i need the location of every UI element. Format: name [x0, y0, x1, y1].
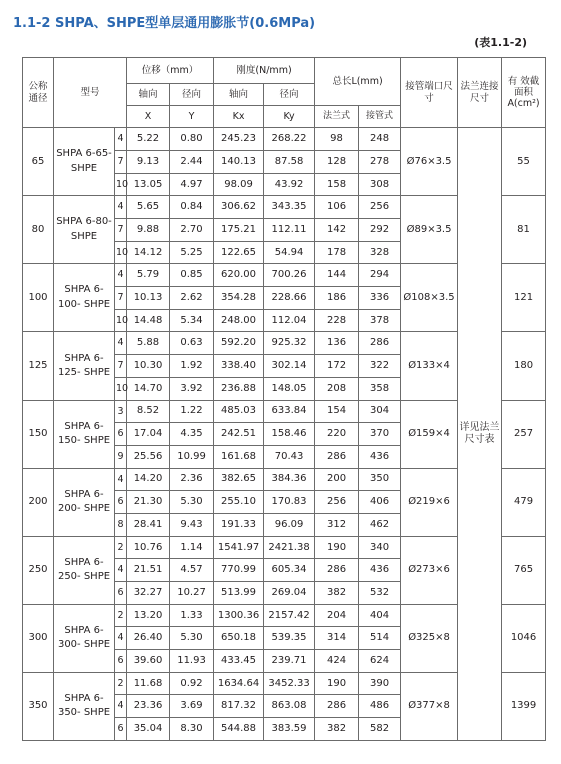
length-flange-cell: 154	[315, 400, 359, 423]
stiffness-ky-cell: 170.83	[264, 491, 315, 514]
length-flange-cell: 128	[315, 150, 359, 173]
length-pipe-cell: 278	[359, 150, 401, 173]
stiffness-ky-cell: 700.26	[264, 264, 315, 287]
spring-count-cell: 6	[115, 423, 127, 446]
eff-area-cell: 479	[502, 468, 546, 536]
displacement-y-cell: 5.30	[170, 627, 214, 650]
length-pipe-cell: 436	[359, 445, 401, 468]
length-pipe-cell: 336	[359, 287, 401, 310]
displacement-x-cell: 21.51	[127, 559, 170, 582]
pipe-end-cell: Ø108×3.5	[401, 264, 458, 332]
model-cell: SHPA 6-100- SHPE	[54, 264, 115, 332]
displacement-y-cell: 4.97	[170, 173, 214, 196]
pipe-end-cell: Ø133×4	[401, 332, 458, 400]
header-axial: 轴向	[127, 84, 170, 106]
displacement-x-cell: 35.04	[127, 718, 170, 741]
length-flange-cell: 382	[315, 582, 359, 605]
displacement-x-cell: 23.36	[127, 695, 170, 718]
displacement-x-cell: 9.13	[127, 150, 170, 173]
stiffness-kx-cell: 245.23	[214, 128, 264, 151]
spring-count-cell: 4	[115, 627, 127, 650]
stiffness-ky-cell: 43.92	[264, 173, 315, 196]
stiffness-ky-cell: 112.11	[264, 219, 315, 242]
header-stiff-radial: 径向	[264, 84, 315, 106]
displacement-y-cell: 2.62	[170, 287, 214, 310]
pipe-end-cell: Ø219×6	[401, 468, 458, 536]
spring-count-cell: 7	[115, 287, 127, 310]
displacement-y-cell: 11.93	[170, 650, 214, 673]
pipe-end-cell: Ø89×3.5	[401, 196, 458, 264]
displacement-x-cell: 17.04	[127, 423, 170, 446]
length-pipe-cell: 624	[359, 650, 401, 673]
stiffness-kx-cell: 650.18	[214, 627, 264, 650]
header-flange-type: 法兰式	[315, 106, 359, 128]
length-flange-cell: 286	[315, 445, 359, 468]
stiffness-kx-cell: 1541.97	[214, 536, 264, 559]
nominal-dia-cell: 150	[23, 400, 54, 468]
stiffness-ky-cell: 228.66	[264, 287, 315, 310]
displacement-y-cell: 1.22	[170, 400, 214, 423]
displacement-x-cell: 14.70	[127, 377, 170, 400]
model-cell: SHPA 6-150- SHPE	[54, 400, 115, 468]
eff-area-cell: 1046	[502, 604, 546, 672]
length-flange-cell: 208	[315, 377, 359, 400]
pipe-end-cell: Ø325×8	[401, 604, 458, 672]
header-pipe-end: 接管端口尺寸	[401, 58, 458, 128]
displacement-y-cell: 3.69	[170, 695, 214, 718]
spring-count-cell: 6	[115, 650, 127, 673]
stiffness-ky-cell: 384.36	[264, 468, 315, 491]
model-cell: SHPA 6-200- SHPE	[54, 468, 115, 536]
model-cell: SHPA 6-65- SHPE	[54, 128, 115, 196]
spring-count-cell: 6	[115, 582, 127, 605]
length-pipe-cell: 248	[359, 128, 401, 151]
length-pipe-cell: 308	[359, 173, 401, 196]
length-flange-cell: 142	[315, 219, 359, 242]
length-flange-cell: 136	[315, 332, 359, 355]
stiffness-kx-cell: 382.65	[214, 468, 264, 491]
displacement-x-cell: 28.41	[127, 513, 170, 536]
displacement-y-cell: 0.84	[170, 196, 214, 219]
stiffness-ky-cell: 2421.38	[264, 536, 315, 559]
length-pipe-cell: 304	[359, 400, 401, 423]
length-pipe-cell: 462	[359, 513, 401, 536]
length-flange-cell: 144	[315, 264, 359, 287]
stiffness-ky-cell: 87.58	[264, 150, 315, 173]
length-flange-cell: 312	[315, 513, 359, 536]
displacement-y-cell: 3.92	[170, 377, 214, 400]
stiffness-ky-cell: 605.34	[264, 559, 315, 582]
nominal-dia-cell: 350	[23, 672, 54, 740]
displacement-x-cell: 39.60	[127, 650, 170, 673]
eff-area-cell: 55	[502, 128, 546, 196]
spring-count-cell: 2	[115, 536, 127, 559]
length-pipe-cell: 406	[359, 491, 401, 514]
nominal-dia-cell: 300	[23, 604, 54, 672]
stiffness-kx-cell: 306.62	[214, 196, 264, 219]
header-total-length: 总长L(mm)	[315, 58, 401, 106]
length-flange-cell: 200	[315, 468, 359, 491]
stiffness-kx-cell: 338.40	[214, 355, 264, 378]
length-flange-cell: 178	[315, 241, 359, 264]
pipe-end-cell: Ø76×3.5	[401, 128, 458, 196]
stiffness-ky-cell: 268.22	[264, 128, 315, 151]
stiffness-ky-cell: 383.59	[264, 718, 315, 741]
displacement-y-cell: 2.44	[170, 150, 214, 173]
pipe-end-cell: Ø273×6	[401, 536, 458, 604]
stiffness-kx-cell: 544.88	[214, 718, 264, 741]
eff-area-cell: 81	[502, 196, 546, 264]
length-pipe-cell: 294	[359, 264, 401, 287]
stiffness-ky-cell: 925.32	[264, 332, 315, 355]
length-flange-cell: 228	[315, 309, 359, 332]
spring-count-cell: 4	[115, 128, 127, 151]
displacement-y-cell: 5.30	[170, 491, 214, 514]
header-nominal-dia: 公称通径	[23, 58, 54, 128]
displacement-x-cell: 10.30	[127, 355, 170, 378]
length-flange-cell: 424	[315, 650, 359, 673]
stiffness-kx-cell: 513.99	[214, 582, 264, 605]
displacement-x-cell: 11.68	[127, 672, 170, 695]
stiffness-kx-cell: 248.00	[214, 309, 264, 332]
spring-count-cell: 2	[115, 604, 127, 627]
spring-count-cell: 4	[115, 264, 127, 287]
length-flange-cell: 314	[315, 627, 359, 650]
length-flange-cell: 286	[315, 695, 359, 718]
nominal-dia-cell: 80	[23, 196, 54, 264]
displacement-y-cell: 0.80	[170, 128, 214, 151]
table-row	[23, 128, 546, 151]
displacement-y-cell: 1.33	[170, 604, 214, 627]
nominal-dia-cell: 65	[23, 128, 54, 196]
stiffness-kx-cell: 242.51	[214, 423, 264, 446]
model-cell: SHPA 6-125- SHPE	[54, 332, 115, 400]
displacement-y-cell: 2.70	[170, 219, 214, 242]
length-flange-cell: 172	[315, 355, 359, 378]
length-flange-cell: 190	[315, 536, 359, 559]
stiffness-ky-cell: 96.09	[264, 513, 315, 536]
length-pipe-cell: 292	[359, 219, 401, 242]
spring-count-cell: 6	[115, 718, 127, 741]
spring-count-cell: 2	[115, 672, 127, 695]
spring-count-cell: 10	[115, 309, 127, 332]
spec-table	[22, 57, 546, 741]
spring-count-cell: 4	[115, 559, 127, 582]
flange-note-cell: 详见法兰尺寸表	[458, 128, 502, 741]
spring-count-cell: 6	[115, 491, 127, 514]
stiffness-kx-cell: 1634.64	[214, 672, 264, 695]
length-flange-cell: 190	[315, 672, 359, 695]
header-ky: Ky	[264, 106, 315, 128]
spring-count-cell: 9	[115, 445, 127, 468]
pipe-end-cell: Ø377×8	[401, 672, 458, 740]
header-model: 型号	[54, 58, 127, 128]
displacement-x-cell: 14.12	[127, 241, 170, 264]
table-number: (表1.1-2)	[474, 36, 527, 49]
displacement-x-cell: 25.56	[127, 445, 170, 468]
spring-count-cell: 7	[115, 355, 127, 378]
length-flange-cell: 220	[315, 423, 359, 446]
stiffness-kx-cell: 255.10	[214, 491, 264, 514]
stiffness-ky-cell: 269.04	[264, 582, 315, 605]
section-title: 1.1-2 SHPA、SHPE型单层通用膨胀节(0.6MPa)	[13, 16, 316, 31]
length-flange-cell: 256	[315, 491, 359, 514]
displacement-x-cell: 32.27	[127, 582, 170, 605]
length-pipe-cell: 390	[359, 672, 401, 695]
stiffness-kx-cell: 236.88	[214, 377, 264, 400]
length-flange-cell: 286	[315, 559, 359, 582]
displacement-x-cell: 5.65	[127, 196, 170, 219]
spring-count-cell: 4	[115, 196, 127, 219]
length-pipe-cell: 350	[359, 468, 401, 491]
displacement-y-cell: 0.63	[170, 332, 214, 355]
length-pipe-cell: 322	[359, 355, 401, 378]
model-cell: SHPA 6-300- SHPE	[54, 604, 115, 672]
length-pipe-cell: 256	[359, 196, 401, 219]
displacement-x-cell: 13.05	[127, 173, 170, 196]
stiffness-kx-cell: 770.99	[214, 559, 264, 582]
eff-area-cell: 180	[502, 332, 546, 400]
stiffness-kx-cell: 592.20	[214, 332, 264, 355]
displacement-y-cell: 8.30	[170, 718, 214, 741]
displacement-x-cell: 14.48	[127, 309, 170, 332]
length-pipe-cell: 340	[359, 536, 401, 559]
header-stiffness: 刚度(N/mm)	[214, 58, 315, 84]
stiffness-ky-cell: 148.05	[264, 377, 315, 400]
displacement-y-cell: 10.99	[170, 445, 214, 468]
eff-area-cell: 257	[502, 400, 546, 468]
spring-count-cell: 7	[115, 150, 127, 173]
header-x: X	[127, 106, 170, 128]
length-pipe-cell: 532	[359, 582, 401, 605]
length-pipe-cell: 404	[359, 604, 401, 627]
spring-count-cell: 7	[115, 219, 127, 242]
displacement-x-cell: 21.30	[127, 491, 170, 514]
pipe-end-cell: Ø159×4	[401, 400, 458, 468]
stiffness-kx-cell: 433.45	[214, 650, 264, 673]
spring-count-cell: 10	[115, 241, 127, 264]
spring-count-cell: 8	[115, 513, 127, 536]
stiffness-kx-cell: 175.21	[214, 219, 264, 242]
length-pipe-cell: 436	[359, 559, 401, 582]
displacement-y-cell: 2.36	[170, 468, 214, 491]
displacement-x-cell: 5.79	[127, 264, 170, 287]
stiffness-kx-cell: 620.00	[214, 264, 264, 287]
displacement-x-cell: 5.22	[127, 128, 170, 151]
header-kx: Kx	[214, 106, 264, 128]
displacement-x-cell: 5.88	[127, 332, 170, 355]
stiffness-kx-cell: 191.33	[214, 513, 264, 536]
displacement-x-cell: 10.76	[127, 536, 170, 559]
stiffness-ky-cell: 112.04	[264, 309, 315, 332]
length-pipe-cell: 582	[359, 718, 401, 741]
stiffness-ky-cell: 863.08	[264, 695, 315, 718]
eff-area-cell: 121	[502, 264, 546, 332]
stiffness-ky-cell: 158.46	[264, 423, 315, 446]
stiffness-ky-cell: 302.14	[264, 355, 315, 378]
stiffness-kx-cell: 161.68	[214, 445, 264, 468]
stiffness-ky-cell: 239.71	[264, 650, 315, 673]
length-flange-cell: 382	[315, 718, 359, 741]
length-flange-cell: 204	[315, 604, 359, 627]
length-pipe-cell: 358	[359, 377, 401, 400]
spring-count-cell: 10	[115, 377, 127, 400]
displacement-y-cell: 5.25	[170, 241, 214, 264]
header-stiff-axial: 轴向	[214, 84, 264, 106]
model-cell: SHPA 6-350- SHPE	[54, 672, 115, 740]
length-pipe-cell: 286	[359, 332, 401, 355]
displacement-x-cell: 10.13	[127, 287, 170, 310]
stiffness-ky-cell: 70.43	[264, 445, 315, 468]
displacement-x-cell: 26.40	[127, 627, 170, 650]
stiffness-kx-cell: 1300.36	[214, 604, 264, 627]
stiffness-ky-cell: 3452.33	[264, 672, 315, 695]
model-cell: SHPA 6-250- SHPE	[54, 536, 115, 604]
nominal-dia-cell: 125	[23, 332, 54, 400]
header-flange-conn: 法兰连接尺寸	[458, 58, 502, 128]
displacement-y-cell: 4.35	[170, 423, 214, 446]
displacement-y-cell: 0.85	[170, 264, 214, 287]
model-cell: SHPA 6-80- SHPE	[54, 196, 115, 264]
displacement-x-cell: 14.20	[127, 468, 170, 491]
displacement-x-cell: 8.52	[127, 400, 170, 423]
eff-area-cell: 765	[502, 536, 546, 604]
length-pipe-cell: 486	[359, 695, 401, 718]
length-pipe-cell: 514	[359, 627, 401, 650]
length-pipe-cell: 378	[359, 309, 401, 332]
length-pipe-cell: 328	[359, 241, 401, 264]
stiffness-ky-cell: 343.35	[264, 196, 315, 219]
spring-count-cell: 10	[115, 173, 127, 196]
spring-count-cell: 4	[115, 695, 127, 718]
displacement-y-cell: 5.34	[170, 309, 214, 332]
nominal-dia-cell: 250	[23, 536, 54, 604]
displacement-y-cell: 10.27	[170, 582, 214, 605]
stiffness-kx-cell: 817.32	[214, 695, 264, 718]
displacement-x-cell: 9.88	[127, 219, 170, 242]
length-flange-cell: 106	[315, 196, 359, 219]
header-displacement: 位移（mm）	[127, 58, 214, 84]
header-eff-area: 有 效截面积A(cm²)	[502, 58, 546, 128]
spring-count-cell: 3	[115, 400, 127, 423]
displacement-y-cell: 0.92	[170, 672, 214, 695]
header-y: Y	[170, 106, 214, 128]
length-flange-cell: 98	[315, 128, 359, 151]
stiffness-kx-cell: 98.09	[214, 173, 264, 196]
header-radial: 径向	[170, 84, 214, 106]
stiffness-ky-cell: 633.84	[264, 400, 315, 423]
nominal-dia-cell: 100	[23, 264, 54, 332]
nominal-dia-cell: 200	[23, 468, 54, 536]
stiffness-ky-cell: 539.35	[264, 627, 315, 650]
header-pipe-type: 接管式	[359, 106, 401, 128]
header-row-1	[23, 58, 546, 84]
length-flange-cell: 186	[315, 287, 359, 310]
displacement-x-cell: 13.20	[127, 604, 170, 627]
displacement-y-cell: 4.57	[170, 559, 214, 582]
displacement-y-cell: 9.43	[170, 513, 214, 536]
stiffness-ky-cell: 54.94	[264, 241, 315, 264]
displacement-y-cell: 1.14	[170, 536, 214, 559]
stiffness-kx-cell: 485.03	[214, 400, 264, 423]
length-pipe-cell: 370	[359, 423, 401, 446]
displacement-y-cell: 1.92	[170, 355, 214, 378]
spring-count-cell: 4	[115, 468, 127, 491]
stiffness-kx-cell: 140.13	[214, 150, 264, 173]
spring-count-cell: 4	[115, 332, 127, 355]
stiffness-kx-cell: 122.65	[214, 241, 264, 264]
stiffness-kx-cell: 354.28	[214, 287, 264, 310]
eff-area-cell: 1399	[502, 672, 546, 740]
stiffness-ky-cell: 2157.42	[264, 604, 315, 627]
length-flange-cell: 158	[315, 173, 359, 196]
